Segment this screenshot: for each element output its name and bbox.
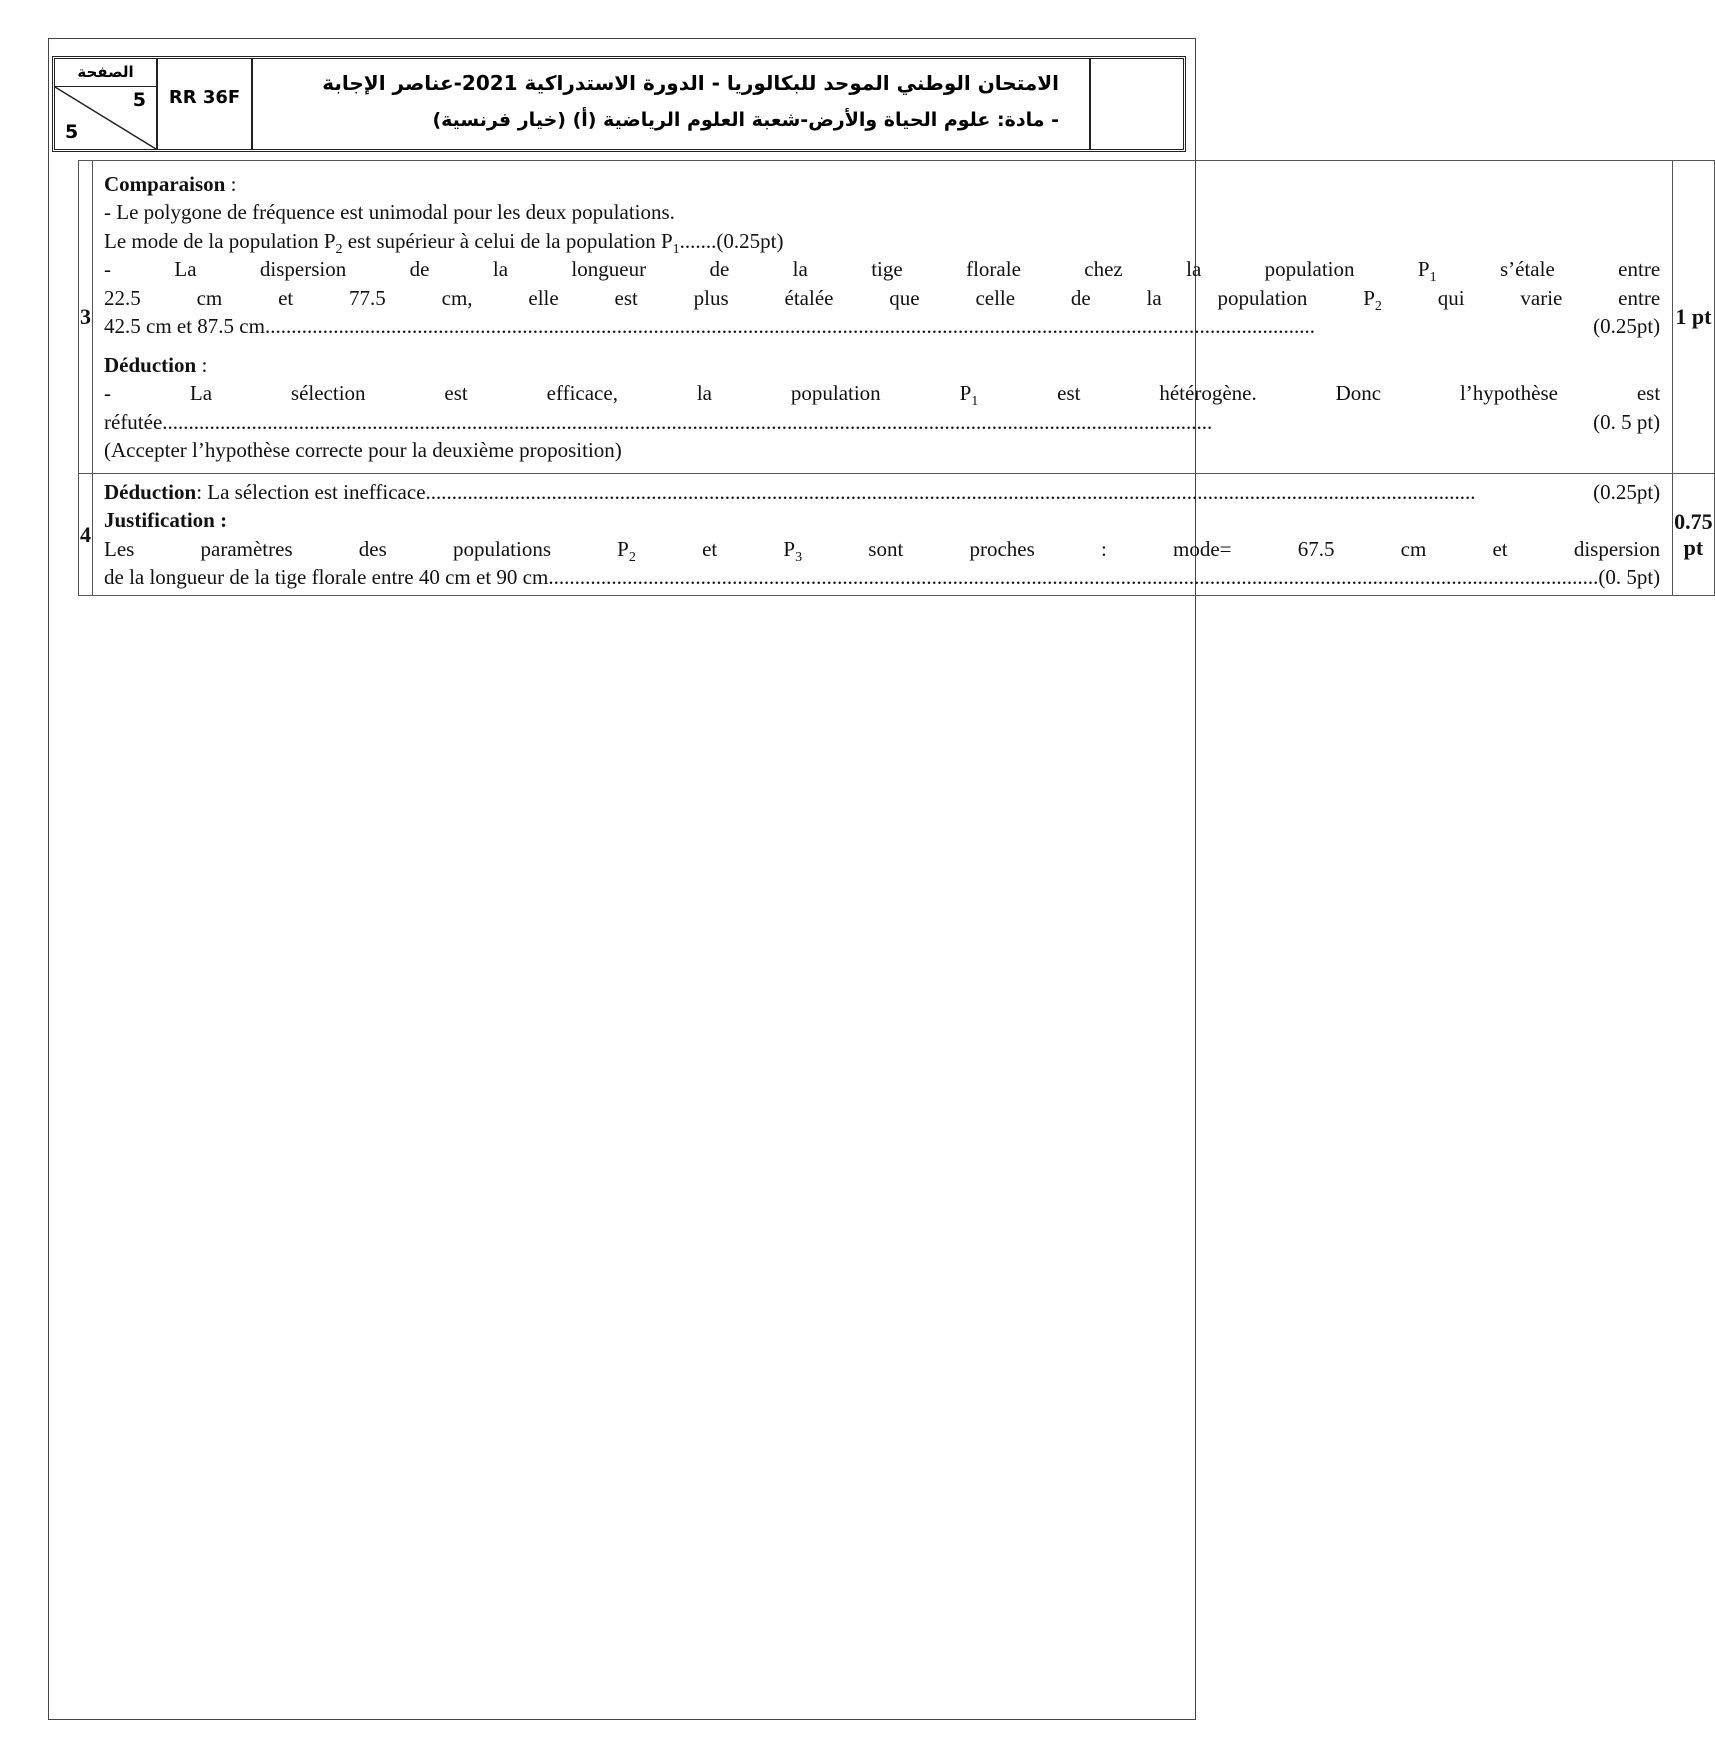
deduction-line-2: réfutée ..... (0. 5 pt) bbox=[104, 408, 1660, 437]
page-current: 5 bbox=[132, 89, 146, 111]
page-total: 5 bbox=[65, 121, 79, 143]
page-number-box bbox=[55, 59, 158, 149]
blank-box bbox=[1091, 59, 1183, 149]
justification-line-2: de la longueur de la tige florale entre 40 cm et 90 cm ..... (0. 5pt) bbox=[104, 563, 1660, 592]
justification-line-1: Les paramètres des populations $P_2$ et $P_3$ sont proches : mode= 67.5 cm et dispersion bbox=[104, 536, 1661, 565]
comparison-line-2: Le mode de la population $P_2$ est supérieur à celui de la population $P_1.......(0.25pt)$ bbox=[104, 228, 784, 257]
answer-text bbox=[93, 474, 1673, 596]
table-row bbox=[79, 161, 1715, 474]
page-label: الصفحة bbox=[55, 59, 156, 87]
justification-title: Justification : bbox=[104, 508, 228, 532]
deduction-line-3: (Accepter l’hypothèse correcte pour la deuxième proposition) bbox=[104, 438, 622, 462]
question-number: 4 bbox=[79, 474, 93, 596]
question-number: 3 bbox=[79, 161, 93, 474]
comparison-line-4: 22.5 cm et 77.5 cm, elle est plus étalée que celle de la population $P_2$ qui varie entre bbox=[104, 285, 1661, 314]
question-points: 0.75 pt bbox=[1673, 474, 1715, 596]
deduction-line: Déduction : La sélection est inefficace ..... (0.25pt) bbox=[104, 478, 1660, 507]
exam-title-box bbox=[253, 59, 1091, 149]
exam-title: الامتحان الوطني الموحد للبكالوريا - الدورة الاستدراكية 2021-عناصر الإجابة bbox=[322, 71, 1059, 95]
comparison-title: Comparaison bbox=[104, 171, 226, 196]
exam-subject: - مادة: علوم الحياة والأرض-شعبة العلوم الرياضية (أ) (خيار فرنسية) bbox=[432, 109, 1059, 131]
deduction-title: Déduction bbox=[104, 352, 197, 377]
answer-text: Comparaison : - Le polygone de fréquence est unimodal pour les deux populations. Le mode de la population $P_2$ est supérieur à celui de la population $P_1.......(0.25pt)$ - La dispersion de la longueur de la tige florale chez la population $P_1$ s’étale entre 22.5 cm et 77.5 cm, elle est plus étalée que celle de la population $P_2$ qui varie entre 42.5 cm et 87.5 cm ..... (0.25pt) Déduction : - La sélection est efficace, la population $P_1$ est hétérogène. Donc l’hypothèse est réfutée ..... (0. 5 pt) (Accepter l’hypothèse correcte pour la deuxième proposition) bbox=[93, 161, 1673, 474]
exam-code: RR 36F bbox=[168, 87, 241, 108]
exam-code-box bbox=[158, 59, 253, 149]
answers-table bbox=[78, 160, 1715, 596]
comparison-line-5: 42.5 cm et 87.5 cm ..... (0.25pt) bbox=[104, 312, 1660, 341]
exam-header bbox=[52, 56, 1186, 152]
comparison-line-3: - La dispersion de la longueur de la tige florale chez la population $P_1$ s’étale entre bbox=[104, 257, 1661, 286]
comparison-line-1: - Le polygone de fréquence est unimodal pour les deux populations. bbox=[104, 200, 675, 224]
deduction-line-1: - La sélection est efficace, la population $P_1$ est hétérogène. Donc l’hypothèse est bbox=[104, 381, 1661, 410]
table-row bbox=[79, 474, 1715, 596]
question-points: 1 pt bbox=[1673, 161, 1715, 474]
